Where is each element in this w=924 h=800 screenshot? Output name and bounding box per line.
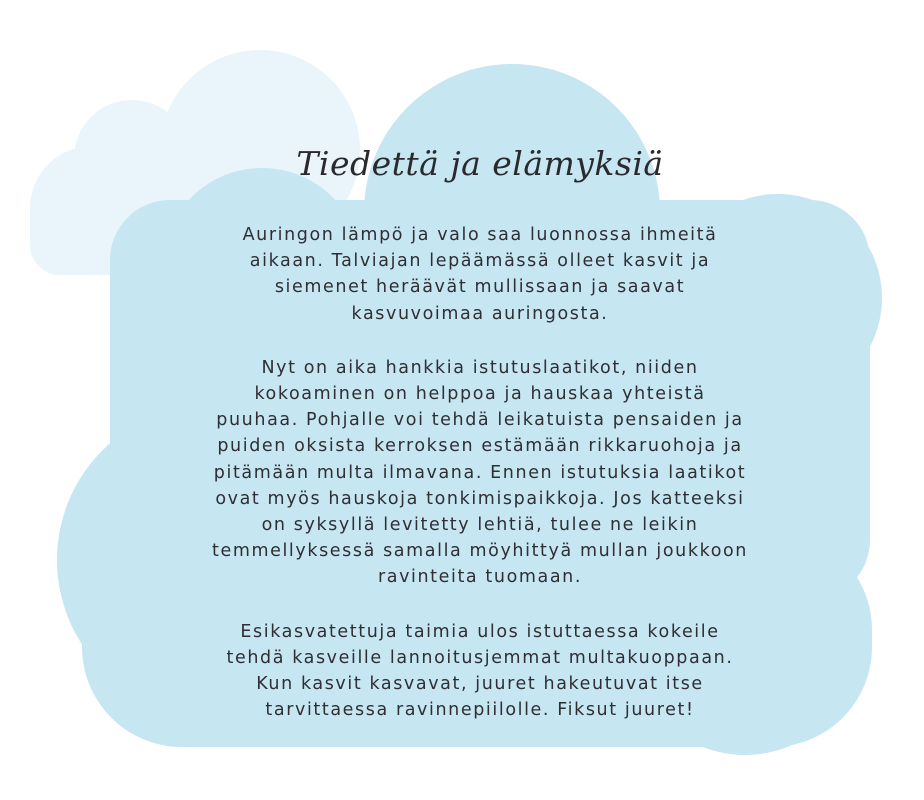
text-line: kokoaminen on helppoa ja hauskaa yhteistä bbox=[254, 384, 706, 405]
paragraph-3 bbox=[150, 619, 810, 724]
heading-title: Tiedettä ja elämyksiä bbox=[296, 144, 664, 183]
text-line: Kun kasvit kasvavat, juuret hakeutuvat itse bbox=[256, 674, 704, 695]
text-line: siemenet heräävät mullissaan ja saavat bbox=[274, 277, 686, 298]
text-line: puiden oksista kerroksen estämään rikkaruohoja ja bbox=[217, 436, 743, 457]
paragraph-1 bbox=[150, 222, 810, 327]
text-line: Esikasvatettuja taimia ulos istuttaessa kokeile bbox=[240, 621, 720, 642]
text-line: pitämään multa ilmavana. Ennen istutuksia laatikot bbox=[213, 462, 747, 483]
text-line: on syksyllä levitetty lehtiä, tulee ne leikin bbox=[261, 515, 699, 536]
text-line: tehdä kasveille lannoitusjemmat multakuoppaan. bbox=[226, 647, 734, 668]
text-content bbox=[150, 140, 810, 723]
text-line: ovat myös hauskoja tonkimispaikkoja. Jos katteeksi bbox=[215, 488, 745, 509]
text-line: puuhaa. Pohjalle voi tehdä leikatuista pensaiden ja bbox=[216, 410, 744, 431]
text-line: tarvittaessa ravinnepiilolle. Fiksut juuret! bbox=[265, 700, 695, 721]
paragraph-2 bbox=[150, 355, 810, 591]
text-line: Auringon lämpö ja valo saa luonnossa ihmeitä bbox=[242, 225, 718, 245]
text-line: temmellyksessä samalla möyhittyä mullan joukkoon bbox=[211, 541, 748, 562]
text-line: kasvuvoimaa auringosta. bbox=[351, 303, 609, 324]
text-line: Nyt on aika hankkia istutuslaatikot, niiden bbox=[261, 357, 699, 378]
text-line: aikaan. Talviajan lepäämässä olleet kasvit ja bbox=[249, 251, 711, 272]
text-line: ravinteita tuomaan. bbox=[377, 567, 583, 588]
